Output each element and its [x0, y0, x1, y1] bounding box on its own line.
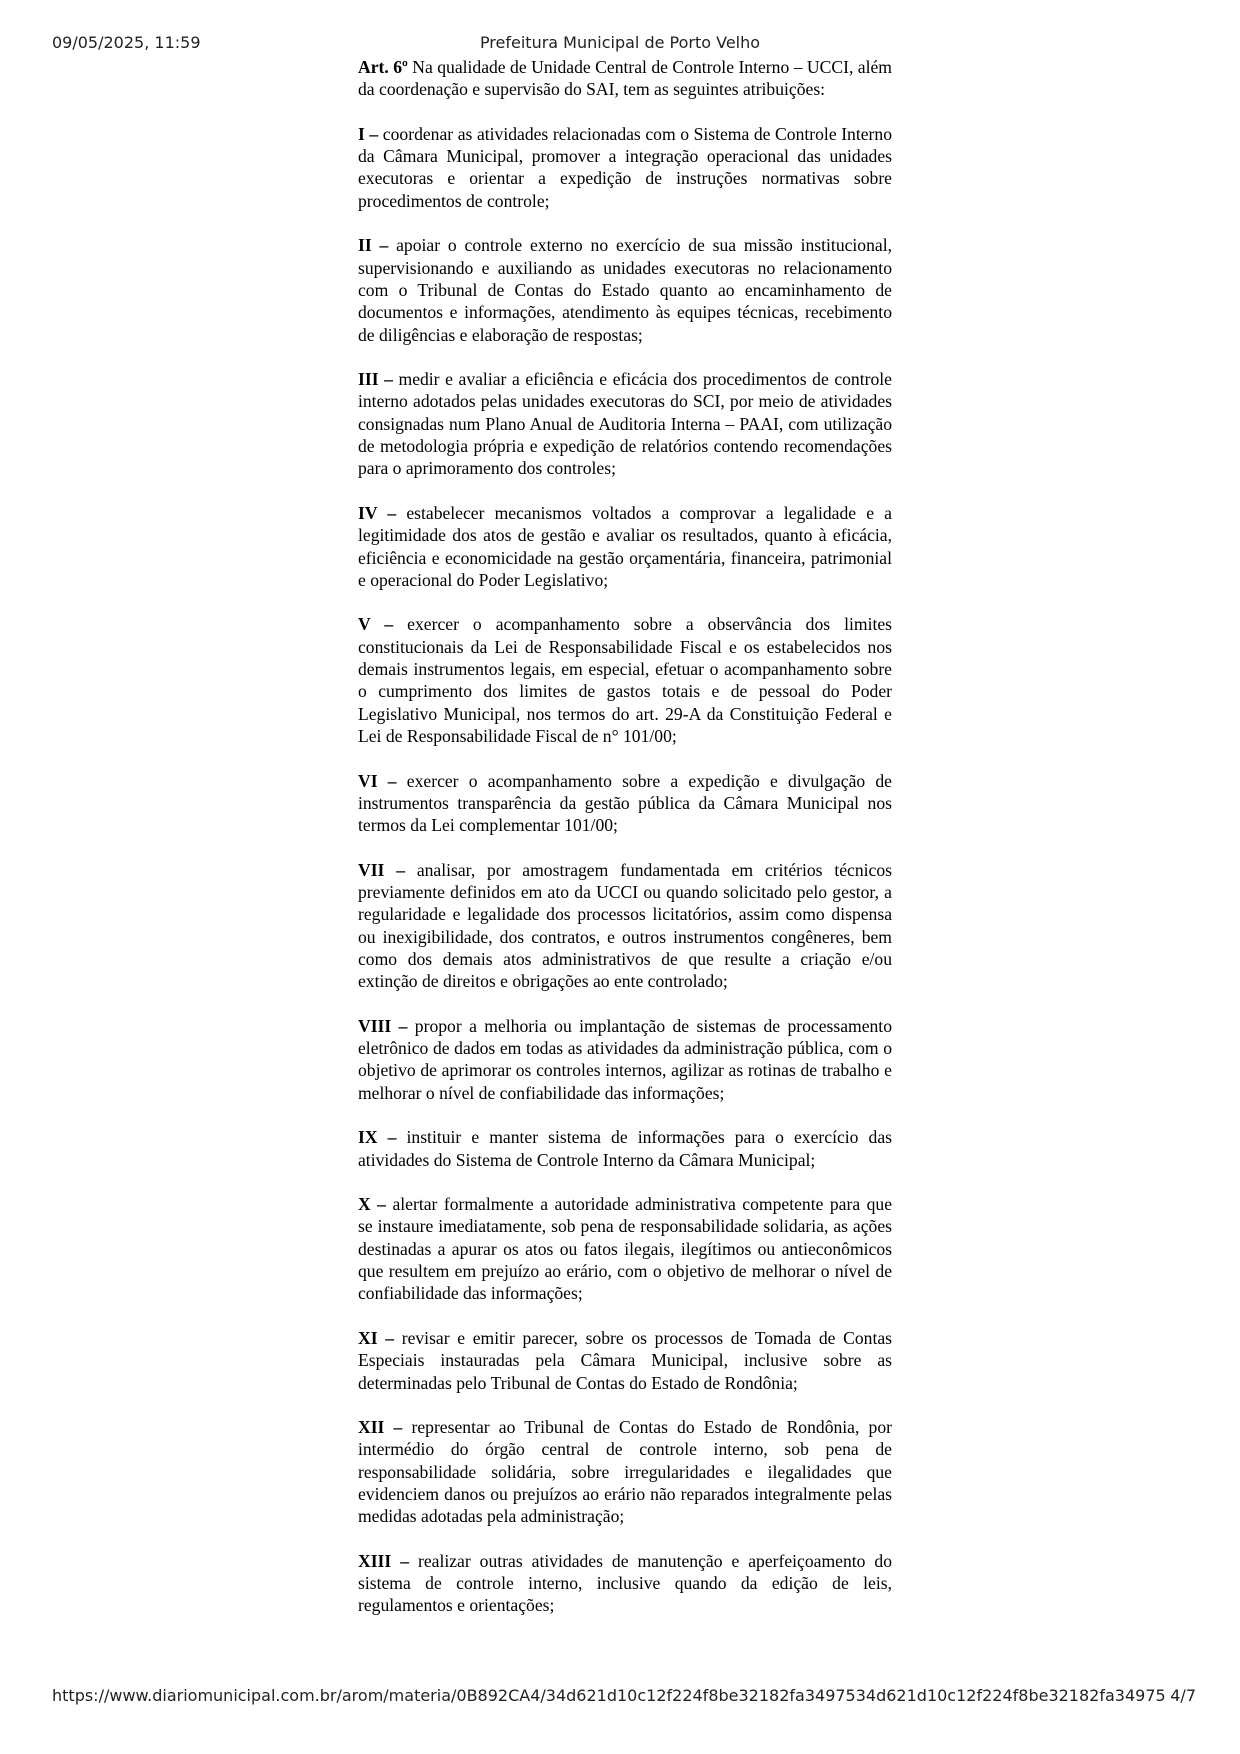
item-text: realizar outras atividades de manutenção e aperfeiçoamento do sistema de controle interno, inclusive quando da edição de leis, regulamentos e orientações; [358, 1550, 892, 1616]
article-label: Art. 6º [358, 57, 408, 77]
item-iii [358, 368, 892, 479]
item-text: coordenar as atividades relacionadas com o Sistema de Controle Interno da Câmara Municipal, promover a integração operacional das unidades executoras e orientar a expedição de instruções normativas sobre procedimentos de controle; [358, 123, 893, 211]
item-ii [358, 234, 892, 345]
source-url: https://www.diariomunicipal.com.br/arom/materia/0B892CA4/34d621d10c12f224f8be32182fa3497534d621d10c12f224f8be32182fa34975 [52, 1686, 1166, 1705]
item-text: instituir e manter sistema de informações para o exercício das atividades do Sistema de Controle Interno da Câmara Municipal; [358, 1127, 892, 1170]
item-viii [358, 1015, 892, 1104]
item-text: analisar, por amostragem fundamentada em critérios técnicos previamente definidos em ato da UCCI ou quando solicitado pelo gestor, a regularidade e legalidade dos processos licitatórios, assim como dispensa ou inexigibilidade, dos contratos, e outros instrumentos congêneres, bem como dos demais atos administrativos de que resulte a criação e/ou extinção de direitos e obrigações ao ente controlado; [358, 859, 892, 992]
item-label: X – [358, 1194, 386, 1215]
item-text: revisar e emitir parecer, sobre os processos de Tomada de Contas Especiais instauradas pela Câmara Municipal, inclusive sobre as determinadas pelo Tribunal de Contas do Estado de Rondônia; [358, 1327, 892, 1393]
item-label: XI – [358, 1327, 395, 1348]
item-vii [358, 859, 892, 993]
item-text: estabelecer mecanismos voltados a comprovar a legalidade e a legitimidade dos atos de gestão e avaliar os resultados, quanto à eficácia, eficiência e economicidade na gestão orçamentária, financeira, patrimonial e operacional do Poder Legislativo; [358, 502, 892, 590]
item-text: exercer o acompanhamento sobre a expedição e divulgação de instrumentos transparência da gestão pública da Câmara Municipal nos termos da Lei complementar 101/00; [358, 770, 892, 836]
item-text: propor a melhoria ou implantação de sistemas de processamento eletrônico de dados em todas as atividades da administração pública, com o objetivo de aprimorar os controles internos, agilizar as rotinas de trabalho e melhorar o nível de confiabilidade das informações; [358, 1015, 892, 1103]
page-number: 4/7 [1170, 1686, 1196, 1705]
item-vi [358, 770, 892, 837]
item-label: III – [358, 369, 393, 390]
item-label: IV – [358, 502, 397, 523]
item-label: I – [358, 123, 379, 144]
article-6-intro [358, 56, 892, 101]
item-iv [358, 502, 892, 591]
print-footer [0, 1686, 1240, 1708]
item-text: exercer o acompanhamento sobre a observância dos limites constitucionais da Lei de Responsabilidade Fiscal e os estabelecidos nos demais instrumentos legais, em especial, efetuar o acompanhamento sobre o cumprimento dos limites de gastos totais e de pessoal do Poder Legislativo Municipal, nos termos do art. 29-A da Constituição Federal e Lei de Responsabilidade Fiscal de n° 101/00; [358, 614, 892, 746]
item-text: alertar formalmente a autoridade administrativa competente para que se instaure imediatamente, sob pena de responsabilidade solidaria, as ações destinadas a apurar os atos ou fatos ilegais, ilegítimos ou antieconômicos que resultem em prejuízo ao erário, com o objetivo de melhorar o nível de confiabilidade das informações; [358, 1194, 893, 1304]
print-page-title: Prefeitura Municipal de Porto Velho [479, 33, 761, 52]
item-label: VII – [358, 859, 406, 880]
item-text: medir e avaliar a eficiência e eficácia dos procedimentos de controle interno adotados pelas unidades executoras do SCI, por meio de atividades consignadas num Plano Anual de Auditoria Interna – PAAI, com utilização de metodologia própria e expedição de relatórios contendo recomendações para o aprimoramento dos controles; [358, 369, 892, 479]
item-i [358, 123, 892, 212]
item-xiii [358, 1550, 892, 1617]
item-x [358, 1193, 892, 1304]
item-v [358, 613, 892, 747]
item-text: apoiar o controle externo no exercício de sua missão institucional, supervisionando e auxiliando as unidades executoras no relacionamento com o Tribunal de Contas do Estado quanto ao encaminhamento de documentos e informações, atendimento às equipes técnicas, recebimento de diligências e elaboração de respostas; [358, 235, 892, 345]
article-text: Na qualidade de Unidade Central de Controle Interno – UCCI, além da coordenação e supervisão do SAI, tem as seguintes atribuições: [358, 57, 892, 100]
item-label: V – [358, 614, 394, 635]
item-text: representar ao Tribunal de Contas do Estado de Rondônia, por intermédio do órgão central de controle interno, sob pena de responsabilidade solidária, sobre irregularidades e ilegalidades que evidenciem danos ou prejuízos ao erário não reparados integralmente pelas medidas adotadas pela administração; [358, 1417, 892, 1527]
item-label: II – [358, 235, 389, 256]
item-xii [358, 1416, 892, 1527]
item-label: VIII – [358, 1015, 408, 1036]
item-xi [358, 1327, 892, 1394]
item-label: XIII – [358, 1550, 410, 1571]
document-body [358, 56, 892, 1639]
print-datetime: 09/05/2025, 11:59 [52, 33, 201, 52]
item-ix [358, 1126, 892, 1171]
print-header [0, 33, 1240, 55]
item-label: IX – [358, 1127, 397, 1148]
item-label: VI – [358, 770, 397, 791]
item-label: XII – [358, 1417, 403, 1438]
